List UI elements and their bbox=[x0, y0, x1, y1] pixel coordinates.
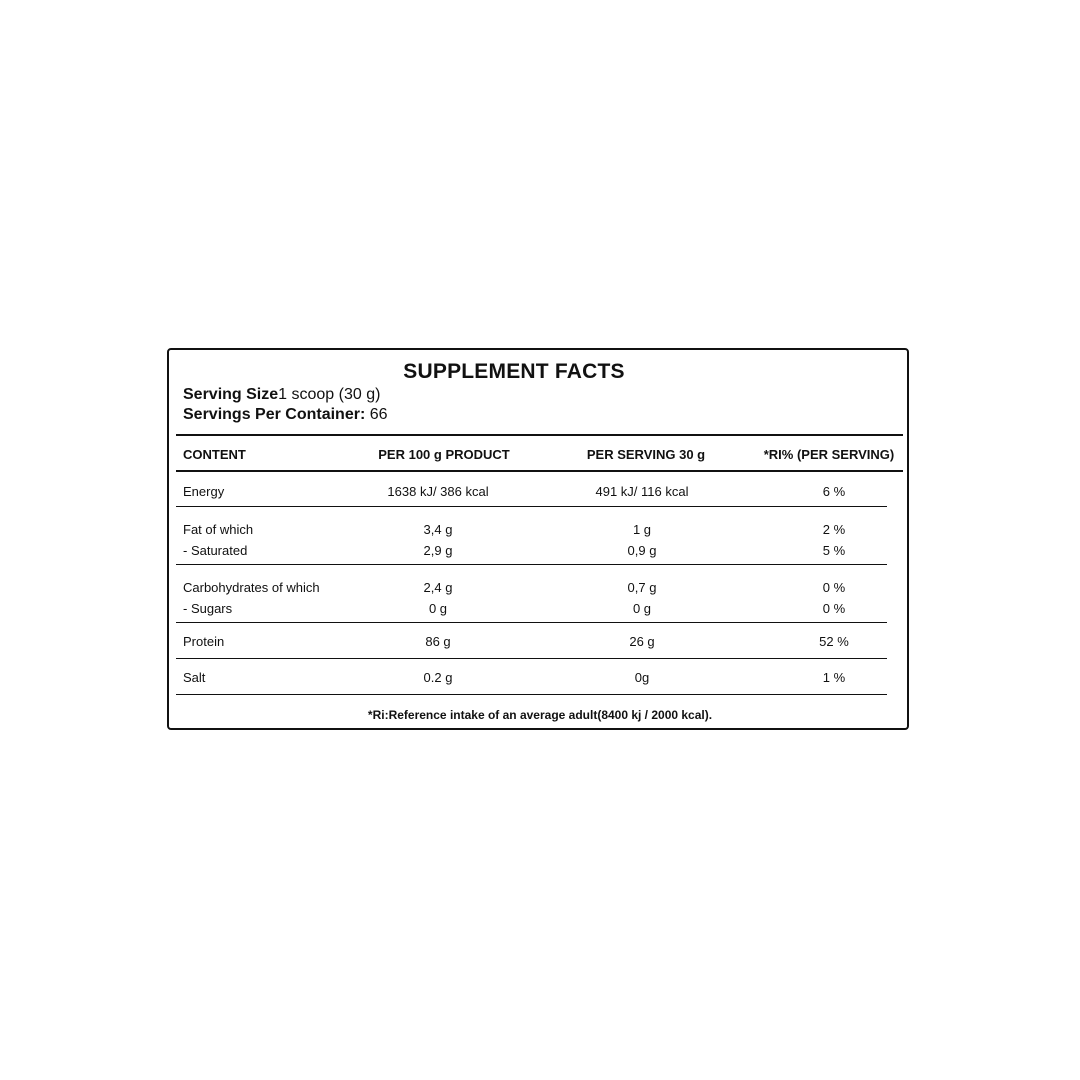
row-energy-per100: 1638 kJ/ 386 kcal bbox=[387, 484, 489, 499]
row-sugars-ri: 0 % bbox=[822, 601, 846, 616]
row-fat-perserving: 1 g bbox=[632, 522, 652, 537]
row-saturated-content: - Saturated bbox=[183, 543, 248, 558]
header-top-rule bbox=[176, 434, 903, 436]
row-sugars-content: - Sugars bbox=[183, 601, 233, 616]
row-divider bbox=[176, 622, 887, 623]
row-sugars-perserving: 0 g bbox=[632, 601, 652, 616]
row-energy-perserving: 491 kJ/ 116 kcal bbox=[595, 484, 689, 499]
row-sugars-per100: 0 g bbox=[428, 601, 448, 616]
header-per-serving: PER SERVING 30 g bbox=[586, 447, 706, 462]
row-saturated-perserving: 0,9 g bbox=[627, 543, 657, 558]
row-energy-ri: 6 % bbox=[822, 484, 846, 499]
row-protein-per100: 86 g bbox=[425, 634, 451, 649]
serving-size bbox=[183, 386, 380, 404]
row-divider bbox=[176, 506, 887, 507]
servings-per-container-value: 66 bbox=[369, 406, 388, 423]
header-ri-percent: *RI% (PER SERVING) bbox=[763, 447, 895, 462]
header-content: CONTENT bbox=[183, 447, 246, 462]
row-carbohydrates-perserving: 0,7 g bbox=[627, 580, 657, 595]
row-protein-ri: 52 % bbox=[819, 634, 849, 649]
panel-title: SUPPLEMENT FACTS bbox=[403, 360, 625, 383]
supplement-facts-panel bbox=[167, 348, 909, 730]
row-salt-per100: 0.2 g bbox=[423, 670, 453, 685]
row-fat-per100: 3,4 g bbox=[423, 522, 453, 537]
row-fat-content: Fat of which bbox=[183, 522, 254, 537]
serving-size-label: Serving Size bbox=[183, 386, 279, 403]
row-carbohydrates-ri: 0 % bbox=[822, 580, 846, 595]
row-salt-content: Salt bbox=[183, 670, 206, 685]
row-divider bbox=[176, 564, 887, 565]
row-saturated-ri: 5 % bbox=[822, 543, 846, 558]
row-fat-ri: 2 % bbox=[822, 522, 846, 537]
row-protein-perserving: 26 g bbox=[629, 634, 655, 649]
header-per-100g: PER 100 g PRODUCT bbox=[378, 447, 510, 462]
servings-per-container-label: Servings Per Container: bbox=[183, 406, 366, 423]
servings-per-container bbox=[183, 406, 388, 424]
table-bottom-rule bbox=[176, 694, 887, 695]
row-carbohydrates-per100: 2,4 g bbox=[423, 580, 453, 595]
row-saturated-per100: 2,9 g bbox=[423, 543, 453, 558]
reference-intake-footnote: *Ri:Reference intake of an average adult(8400 kj / 2000 kcal). bbox=[367, 708, 713, 722]
row-divider bbox=[176, 658, 887, 659]
row-protein-content: Protein bbox=[183, 634, 225, 649]
row-carbohydrates-content: Carbohydrates of which bbox=[183, 580, 320, 595]
row-salt-ri: 1 % bbox=[822, 670, 846, 685]
serving-size-value: 1 scoop (30 g) bbox=[278, 386, 381, 403]
row-salt-perserving: 0g bbox=[634, 670, 650, 685]
row-energy-content: Energy bbox=[183, 484, 225, 499]
header-bottom-rule bbox=[176, 470, 903, 472]
